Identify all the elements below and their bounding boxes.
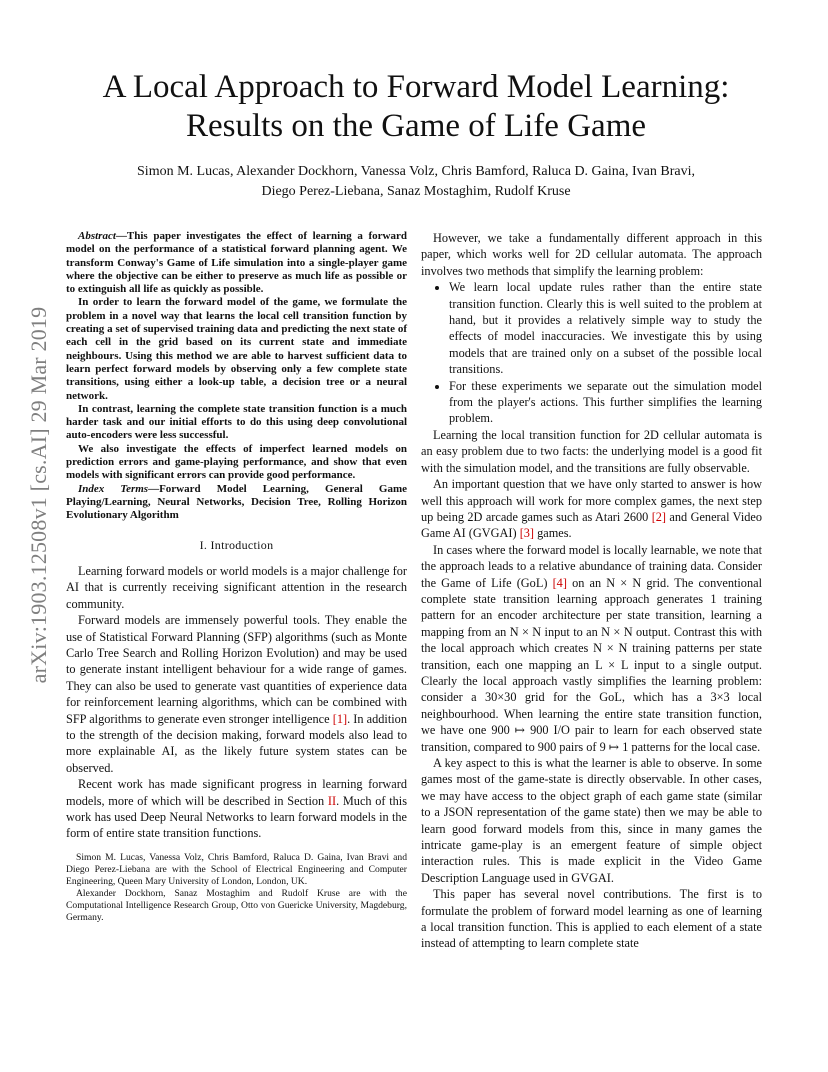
right-paragraph-3	[421, 476, 762, 542]
affiliation-footnote	[66, 852, 407, 924]
abstract-p3: In contrast, learning the complete state transition function is a much harder task and our initial efforts to do this using deep convolutional auto-encoders were less successful.	[66, 402, 407, 442]
citation-link[interactable]: [2]	[651, 509, 667, 524]
author-list	[60, 162, 772, 202]
section-ref-link[interactable]: II	[327, 793, 337, 808]
abstract	[66, 230, 407, 523]
intro-paragraph-1: Learning forward models or world models is a major challenge for AI that is currently receiving significant attention in the research community.	[66, 563, 407, 611]
index-terms: —Forward Model Learning, General Game Playing/Learning, Neural Networks, Decision Tree, Rolling Horizon Evolutionary Algorithm	[66, 482, 407, 522]
authors-line-2: Diego Perez-Liebana, Sanaz Mostaghim, Rudolf Kruse	[261, 184, 571, 199]
abstract-p2: In order to learn the forward model of the game, we formulate the problem in a novel way that learns the local cell transition function by creating a set of supervised training data and predicting the next state of each cell in the grid based on its current state and immediate neighbours. Using this method we are able to harvest sufficient data to learn perfect forward models by observing only a few complete state transitions, using either a look-up table, a decision tree or a neural network.	[66, 296, 407, 402]
section-heading-introduction: I. Introduction	[199, 537, 274, 552]
paper-title	[60, 68, 772, 146]
abstract-label: Abstract	[78, 230, 116, 242]
right-paragraph-1: However, we take a fundamentally different approach in this paper, which works well for 2D cellular automata. The approach involves two methods that simplify the learning problem:	[421, 231, 762, 278]
title-line-2: Results on the Game of Life Game	[185, 108, 647, 144]
right-paragraph-6: This paper has several novel contributions. The first is to formulate the problem of forward model learning as one of learning a local transition function. This is applied to each element of a state instead of attempting to learn complete state	[421, 887, 762, 951]
list-item: • For these experiments we separate out the simulation model from the player's actions. This further simplifies the learning problem.	[449, 378, 762, 427]
right-p4-text-a: In cases where the forward model is locally learnable, we note that the approach leads to a relative abundance of training data. Consider the Game of Life (GoL)	[421, 542, 762, 590]
abstract-p1: —This paper investigates the effect of learning a forward model on the performance of a statistical forward planning agent. We transform Conway's Game of Life simulation into a single-player game where the objective can be either to preserve as much life as possible or to extinguish all life as quickly as possible.	[66, 230, 407, 296]
citation-link[interactable]: [3]	[519, 526, 535, 541]
footnote-1: Simon M. Lucas, Vanessa Volz, Chris Bamford, Raluca D. Gaina, Ivan Bravi and Diego Perez-Liebana are with the School of Electrical Engineering and Computer Engineering, Queen Mary University of London, London, UK.	[66, 851, 407, 887]
authors-line-1: Simon M. Lucas, Alexander Dockhorn, Vanessa Volz, Chris Bamford, Raluca D. Gaina, Ivan Bravi,	[137, 164, 695, 179]
arxiv-id: arXiv:1903.12508v1 [cs.AI] 29 Mar 2019	[26, 306, 51, 684]
citation-link[interactable]: [1]	[332, 711, 348, 726]
intro-paragraph-2	[66, 612, 407, 776]
abstract-p4: We also investigate the effects of imperfect learned models on prediction errors and game-playing performance, and show that even models with significant errors can provide good performance.	[66, 442, 407, 482]
citation-link[interactable]: [4]	[552, 575, 567, 590]
right-paragraph-5: A key aspect to this is what the learner is able to observe. In some games most of the game-state is directly observable. In other cases, we may have access to the object graph of each game state (similar to a JSON representation of the game state) then we may be able to learn good forward models from this, since in many games the intricate game-play is an emergent feature of simple object interaction rules. This is made explicit in the Video Game Description Language used in GVGAI.	[421, 756, 762, 885]
left-column	[66, 230, 407, 924]
intro-p3-text-a: Recent work has made significant progress in learning forward models, more of which will be described in Section	[66, 777, 407, 808]
right-column	[421, 230, 762, 952]
intro-p2-text-a: Forward models are immensely powerful tools. They enable the use of Statistical Forward Planning (SFP) algorithms (such as Monte Carlo Tree Search and Rolling Horizon Evolution) and may be used to generate instant intelligent behaviour for a wide range of games. They can also be used to generate vast quantities of experience data for reinforcement learning algorithms, which can be combined with SFP algorithms to generate even stronger intelligence	[66, 613, 407, 726]
title-line-1: A Local Approach to Forward Model Learning:	[102, 69, 730, 105]
right-p4-text-b: on an N × N grid. The conventional complete state transition learning approach generates 1 training pattern for an encoder architecture per state transition, learning a mapping from an N × N input to an N × N output. Contrast this with the local approach which creates N × N training patterns per state transition, each one mapping an L × L input to a single output. Clearly the local approach vastly simplifies the learning problem: consider a 30×30 grid for the GoL, which has a 3×3 local neighbourhood. When learning the entire state transition function, we have one 900 ↦ 900 I/O pair to learn for each observed state transition, compared to 900 pairs of 9 ↦ 1 patterns for the local case.	[421, 575, 762, 754]
list-item: • We learn local update rules rather than the entire state transition function. Clearly this is well suited to the problem at hand, but it provides a relatively simple way to study the effects of model inaccuracies. We investigate this by using models that are trained only on a subset of the possible local transitions.	[449, 279, 762, 377]
intro-p3-text-b: . Much of this work has used Deep Neural Networks to learn forward models in the form of entire state transition functions.	[66, 793, 407, 841]
index-terms-label: Index Terms	[78, 482, 149, 495]
contribution-list	[421, 279, 762, 427]
footnote-2: Alexander Dockhorn, Sanaz Mostaghim and Rudolf Kruse are with the Computational Intelligence Research Group, Otto von Guericke University, Magdeburg, Germany.	[66, 887, 407, 923]
arxiv-sidebar	[24, 290, 54, 700]
right-p3-text-a: An important question that we have only started to answer is how well this approach will work for more complex games, the next step up being 2D arcade games such as Atari 2600	[421, 477, 762, 524]
intro-p2-text-b: . In addition to the strength of the decision making, forward models also lead to more explainable AI, as the likely future system states can be observed.	[66, 711, 407, 775]
intro-paragraph-3	[66, 776, 407, 842]
right-p3-text-b: and General Video Game AI (GVGAI)	[421, 509, 762, 541]
right-p3-text-c: games.	[534, 526, 572, 541]
right-paragraph-2: Learning the local transition function for 2D cellular automata is an easy problem due to two facts: the underlying model is a good fit with the simulation model, and the transitions are fully observable.	[421, 427, 762, 475]
right-paragraph-4	[421, 542, 762, 755]
